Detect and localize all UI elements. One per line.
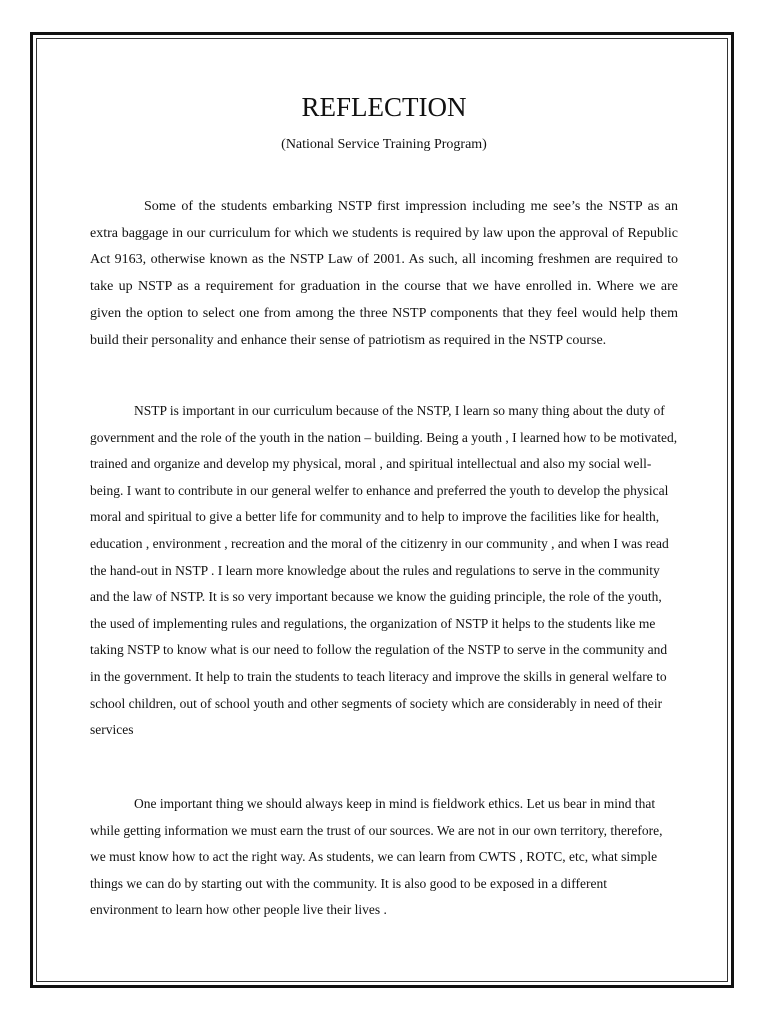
paragraph-1: Some of the students embarking NSTP first impression including me see’s the NSTP as an extra baggage in our curriculum for which we students is required by law upon the approval of Republic Act 9163, otherwise known as the NSTP Law of 2001. As such, all incoming freshmen are required to take up NSTP as a requirement for graduation in the course that we have enrolled in. Where we are given the option to select one from among the three NSTP components that they feel would help them build their personality and enhance their sense of patriotism as required in the NSTP course. xyxy=(90,199,678,348)
document-title: REFLECTION xyxy=(301,92,467,122)
document-subtitle: (National Service Training Program) xyxy=(281,137,487,152)
paragraph-2: NSTP is important in our curriculum because of the NSTP, I learn so many thing about the duty of government and the role of the youth in the nation – building. Being a youth , I learned how to be motivated, trained and organize and develop my physical, moral , and spiritual intellectual and also my social well-being. I want to contribute in our general welfer to enhance and preferred the youth to develop the physical moral and spiritual to give a better life for community and to help to improve the facilities like for health, education , environment , recreation and the moral of the citizenry in our community , and when I was read the hand-out in NSTP . I learn more knowledge about the rules and regulations to serve in the community and the law of NSTP. It is so very important because we know the guiding principle, the role of the youth, the used of implementing rules and regulations, the organization of NSTP it helps to the students like me taking NSTP to know what is our need to follow the regulation of the NSTP to serve in the community and in the government. It help to train the students to teach literacy and improve the skills in general welfare to school children, out of school youth and other segments of society which are considerably in need of their services xyxy=(90,403,678,738)
paragraph-3: One important thing we should always keep in mind is fieldwork ethics. Let us bear in mind that while getting information we must earn the trust of our sources. We are not in our own territory, therefore, we must know how to act the right way. As students, we can learn from CWTS , ROTC, etc, what simple things we can do by starting out with the community. It is also good to be exposed in a different environment to learn how other people live their lives . xyxy=(90,796,663,918)
